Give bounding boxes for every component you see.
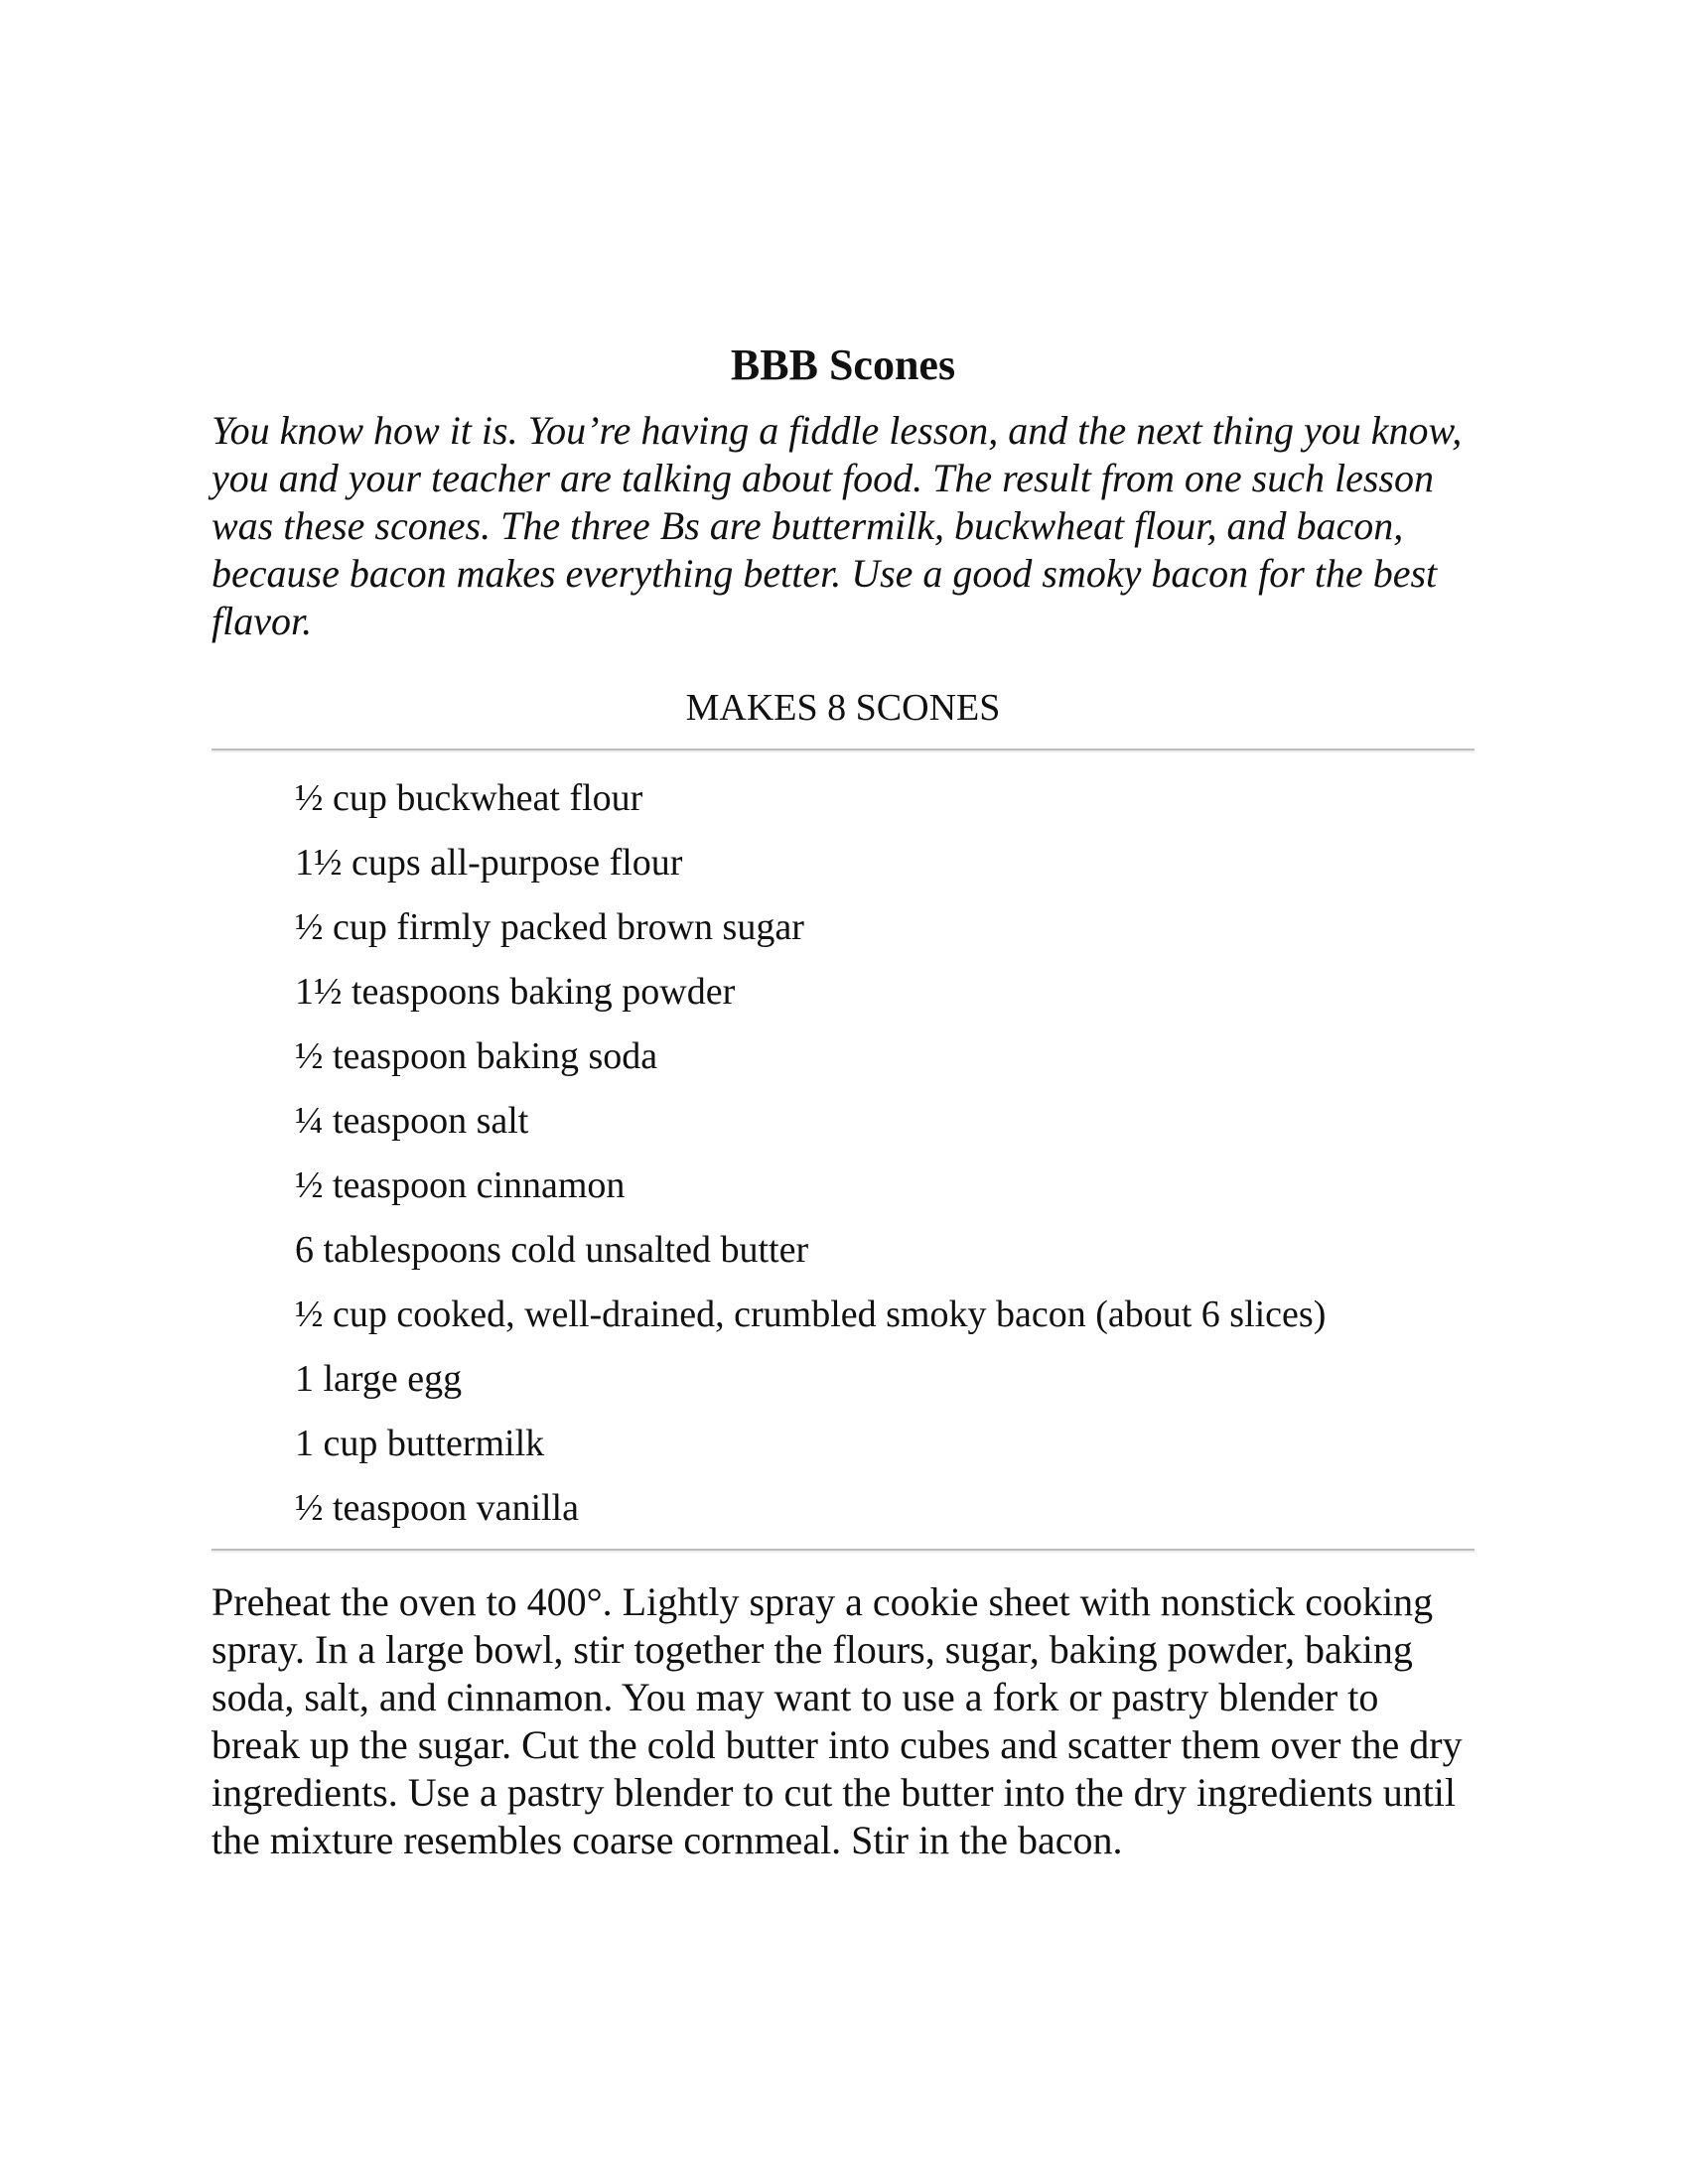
ingredient-item: ¼ teaspoon salt: [295, 1100, 529, 1142]
recipe-instructions: Preheat the oven to 400°. Lightly spray a cookie sheet with nonstick cooking spray. In a large bowl, stir together the flours, sugar, baking powder, baking soda, salt, and cinnamon. You may want to use a fork or pastry blender to break up the sugar. Cut the cold butter into cubes and scatter them over the dry ingredients. Use a pastry blender to cut the butter into the dry ingredients until the mixture resembles coarse cornmeal. Stir in the bacon.: [211, 1579, 1463, 1862]
ingredient-item: ½ cup buckwheat flour: [295, 777, 643, 819]
ingredient-item: ½ teaspoon baking soda: [295, 1035, 658, 1077]
divider-top: [211, 749, 1475, 752]
divider-bottom: [211, 1549, 1475, 1553]
ingredient-item: 1½ cups all-purpose flour: [295, 842, 683, 884]
ingredient-item: 1½ teaspoons baking powder: [295, 971, 736, 1013]
recipe-yield: MAKES 8 SCONES: [685, 687, 1001, 729]
recipe-title: BBB Scones: [730, 341, 956, 389]
ingredient-item: ½ cup firmly packed brown sugar: [295, 906, 804, 948]
ingredient-item: ½ cup cooked, well-drained, crumbled smoky bacon (about 6 slices): [295, 1294, 1327, 1335]
ingredient-item: ½ teaspoon vanilla: [295, 1487, 579, 1529]
recipe-page: [211, 338, 1475, 1864]
ingredient-item: ½ teaspoon cinnamon: [295, 1164, 626, 1206]
recipe-intro: You know how it is. You’re having a fiddle lesson, and the next thing you know, you and your teacher are talking about food. The result from one such lesson was these scones. The three Bs are buttermilk, buckwheat flour, and bacon, because bacon makes everything better. Use a good smoky bacon for the best flavor.: [211, 408, 1463, 643]
ingredient-item: 1 large egg: [295, 1358, 463, 1400]
ingredient-item: 1 cup buttermilk: [295, 1423, 545, 1464]
ingredient-item: 6 tablespoons cold unsalted butter: [295, 1229, 809, 1271]
ingredient-list: [211, 774, 1475, 1532]
